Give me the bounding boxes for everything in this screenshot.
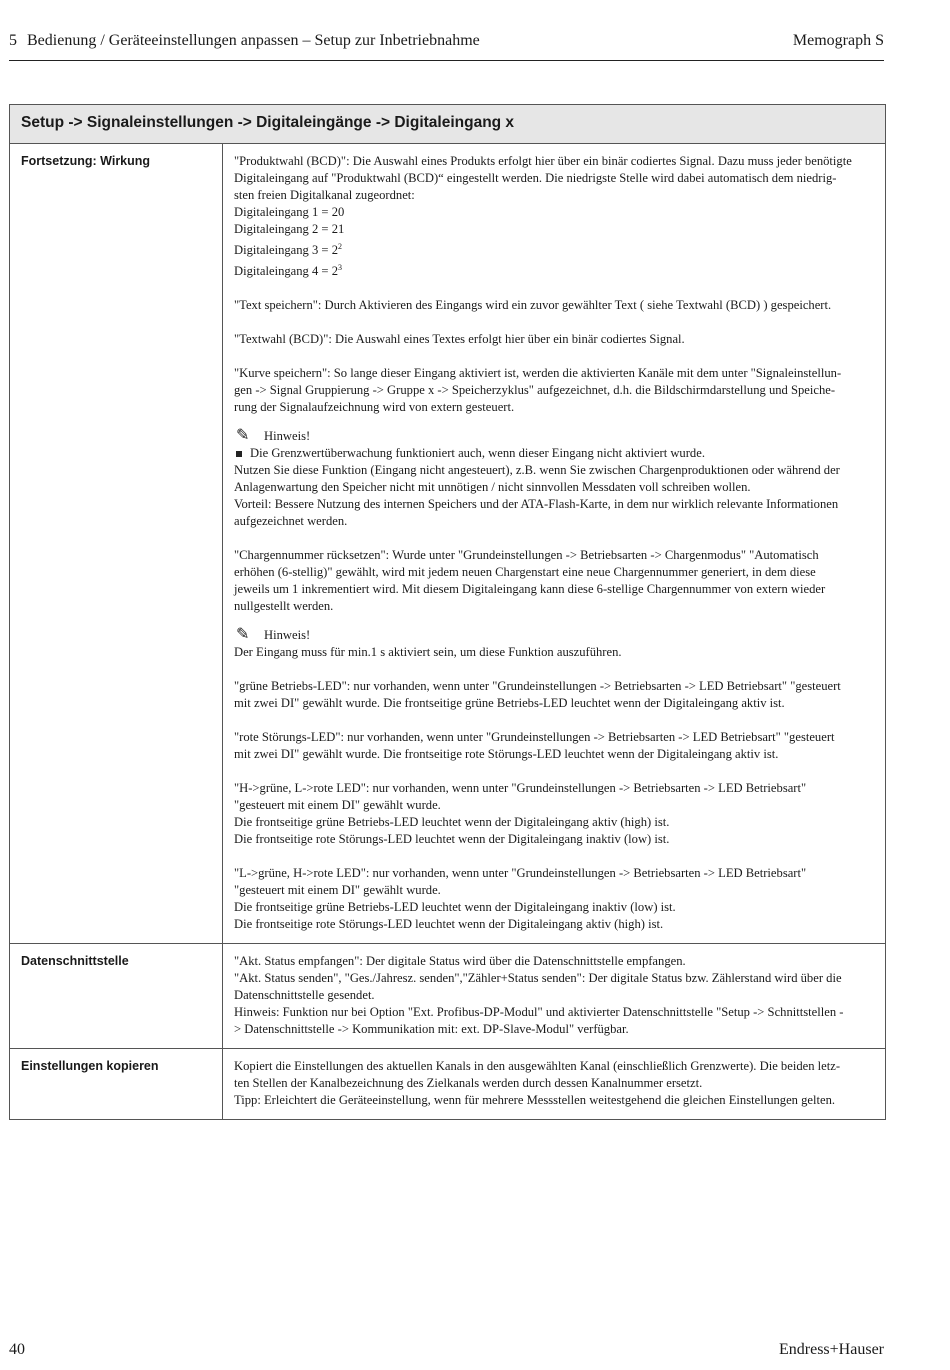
text-line: ten Stellen der Kanalbezeichnung des Zielkanals werden durch dessen Kanalnummer ersetzt. bbox=[234, 1076, 703, 1091]
paragraph-l-h bbox=[234, 865, 874, 933]
text-line: mit zwei DI" gewählt wurde. Die frontseitige rote Störungs-LED leuchtet wenn der Digitaleingang aktiv ist. bbox=[234, 747, 779, 762]
text-line: Anlagenwartung den Speicher nicht mit unnötigen / nicht sinnvollen Messdaten voll schreiben wollen. bbox=[234, 480, 751, 495]
bullet-icon bbox=[236, 451, 242, 457]
text-line: nullgestellt werden. bbox=[234, 599, 334, 614]
text-line: Tipp: Erleichtert die Geräteeinstellung, wenn für mehrere Messstellen weitestgehend die gleichen Einstellungen gelten. bbox=[234, 1093, 836, 1108]
text-line: "gesteuert mit einem DI" gewählt wurde. bbox=[234, 883, 441, 898]
paragraph-text-speichern bbox=[234, 297, 874, 314]
text-line: aufgezeichnet werden. bbox=[234, 514, 348, 529]
paragraph-produktwahl bbox=[234, 153, 874, 280]
row-value bbox=[223, 944, 886, 1049]
text-line: Die frontseitige rote Störungs-LED leuchtet wenn der Digitaleingang aktiv (high) ist. bbox=[234, 917, 664, 932]
text-line: Digitaleingang 2 = 21 bbox=[234, 222, 345, 236]
text-line: Digitaleingang auf "Produktwahl (BCD)“ eingestellt werden. Die niedrigste Stelle wird dabei automatisch dem niedrig- bbox=[234, 171, 837, 185]
text-line: sten freien Digitalkanal zugeordnet: bbox=[234, 188, 415, 202]
brand-name: Endress+Hauser bbox=[779, 1341, 884, 1358]
settings-table bbox=[9, 104, 886, 1120]
text-line: "Textwahl (BCD)": Die Auswahl eines Textes erfolgt hier über ein binär codiertes Signal. bbox=[234, 332, 685, 347]
paragraph-h-l bbox=[234, 780, 874, 848]
text-line: Die frontseitige rote Störungs-LED leuchtet wenn der Digitaleingang inaktiv (low) ist. bbox=[234, 832, 670, 847]
table-title: Setup -> Signaleinstellungen -> Digitaleingänge -> Digitaleingang x bbox=[10, 105, 886, 144]
text-line: rung der Signalaufzeichnung wird von extern gesteuert. bbox=[234, 400, 515, 415]
text-line: "H->grüne, L->rote LED": nur vorhanden, wenn unter "Grundeinstellungen -> Betriebsarten -> LED Betriebsart" bbox=[234, 781, 807, 796]
row-label: Einstellungen kopieren bbox=[10, 1049, 223, 1120]
text-line bbox=[234, 259, 874, 280]
text-line: mit zwei DI" gewählt wurde. Die frontseitige grüne Betriebs-LED leuchtet wenn der Digitaleingang aktiv ist. bbox=[234, 696, 785, 711]
hint-heading bbox=[234, 626, 874, 644]
text-line: "Chargennummer rücksetzen": Wurde unter "Grundeinstellungen -> Betriebsarten -> Chargenmodus" "Automatisch bbox=[234, 548, 819, 563]
paragraph-kurve bbox=[234, 365, 874, 416]
text-line: Die frontseitige grüne Betriebs-LED leuchtet wenn der Digitaleingang aktiv (high) ist. bbox=[234, 815, 670, 830]
hint-box bbox=[234, 427, 874, 530]
paragraph-gruen bbox=[234, 678, 874, 712]
text-line: jeweils um 1 inkrementiert wird. Mit diesem Digitaleingang kann diese 6-stellige Chargennummer von extern wieder bbox=[234, 582, 826, 597]
text-line: "Produktwahl (BCD)": Die Auswahl eines Produkts erfolgt hier über ein binär codiertes Signal. Dazu muss jeder benötigte bbox=[234, 154, 852, 168]
page-header bbox=[9, 32, 884, 61]
table-row bbox=[10, 144, 886, 944]
text-line: Datenschnittstelle gesendet. bbox=[234, 988, 375, 1003]
section-title: Bedienung / Geräteeinstellungen anpassen – Setup zur Inbetriebnahme bbox=[27, 32, 480, 49]
hint-bullet-text: Die Grenzwertüberwachung funktioniert auch, wenn dieser Eingang nicht aktiviert wurde. bbox=[250, 446, 705, 461]
text-line: Kopiert die Einstellungen des aktuellen Kanals in den ausgewählten Kanal (einschließlich Grenzwerte). Die beiden letz- bbox=[234, 1059, 841, 1074]
text-line: "Kurve speichern": So lange dieser Eingang aktiviert ist, werden die aktivierten Kanäle mit dem unter "Signaleinstellun- bbox=[234, 366, 842, 381]
pencil-icon: ✎ bbox=[236, 427, 250, 445]
paragraph-charge bbox=[234, 547, 874, 615]
table-title-row bbox=[10, 105, 886, 144]
hint-label: Hinweis! bbox=[264, 429, 311, 444]
hint-label: Hinweis! bbox=[264, 628, 311, 643]
section-number: 5 bbox=[9, 32, 17, 49]
text-line: "L->grüne, H->rote LED": nur vorhanden, wenn unter "Grundeinstellungen -> Betriebsarten -> LED Betriebsart" bbox=[234, 866, 807, 881]
text-line: Digitaleingang 1 = 20 bbox=[234, 205, 345, 219]
text-line: Nutzen Sie diese Funktion (Eingang nicht angesteuert), z.B. wenn Sie zwischen Chargenproduktionen oder während der bbox=[234, 463, 840, 478]
text-line: Die frontseitige grüne Betriebs-LED leuchtet wenn der Digitaleingang inaktiv (low) ist. bbox=[234, 900, 676, 915]
text-line: "gesteuert mit einem DI" gewählt wurde. bbox=[234, 798, 441, 813]
text-line bbox=[234, 238, 874, 259]
product-name: Memograph S bbox=[792, 32, 884, 49]
page-number: 40 bbox=[9, 1341, 25, 1358]
text-line: Vorteil: Bessere Nutzung des internen Speichers und der ATA-Flash-Karte, in dem nur wirklich relevante Informationen bbox=[234, 497, 839, 512]
di3-base: Digitaleingang 3 = 2 bbox=[234, 243, 338, 258]
paragraph-textwahl bbox=[234, 331, 874, 348]
text-line: "Akt. Status senden", "Ges./Jahresz. senden","Zähler+Status senden": Der digitale Status bzw. Zählerstand wird über die bbox=[234, 971, 842, 986]
text-line: "rote Störungs-LED": nur vorhanden, wenn unter "Grundeinstellungen -> Betriebsarten -> LED Betriebsart" "gesteuert bbox=[234, 730, 835, 745]
di4-base: Digitaleingang 4 = 2 bbox=[234, 264, 338, 279]
text-line: gen -> Signal Gruppierung -> Gruppe x -> Speicherzyklus" aufgezeichnet, d.h. die Bildschirmdarstellung und Speiche- bbox=[234, 383, 836, 398]
row-label: Fortsetzung: Wirkung bbox=[10, 144, 223, 944]
pencil-icon: ✎ bbox=[236, 626, 250, 644]
text-line: Hinweis: Funktion nur bei Option "Ext. Profibus-DP-Modul" und aktivierter Datenschnittstelle "Setup -> Schnittstellen - bbox=[234, 1005, 844, 1020]
table-row bbox=[10, 1049, 886, 1120]
text-line: "Text speichern": Durch Aktivieren des Eingangs wird ein zuvor gewählter Text ( siehe Textwahl (BCD) ) gespeichert. bbox=[234, 298, 832, 313]
paragraph-rot bbox=[234, 729, 874, 763]
text-line: erhöhen (6-stellig)" gewählt, wird mit jedem neuen Chargenstart eine neue Chargennummer generiert, in dem diese bbox=[234, 565, 816, 580]
text-line: "grüne Betriebs-LED": nur vorhanden, wenn unter "Grundeinstellungen -> Betriebsarten -> LED Betriebsart" "gesteuert bbox=[234, 679, 841, 694]
text-line: > Datenschnittstelle -> Kommunikation mit: ext. DP-Slave-Modul" verfügbar. bbox=[234, 1022, 629, 1037]
text-line: Der Eingang muss für min.1 s aktiviert sein, um diese Funktion auszuführen. bbox=[234, 645, 622, 660]
row-value bbox=[223, 144, 886, 944]
di4-exponent: 3 bbox=[338, 263, 342, 273]
text-line: "Akt. Status empfangen": Der digitale Status wird über die Datenschnittstelle empfangen. bbox=[234, 954, 686, 969]
row-label: Datenschnittstelle bbox=[10, 944, 223, 1049]
di3-exponent: 2 bbox=[338, 242, 342, 251]
row-value bbox=[223, 1049, 886, 1120]
hint-bullet bbox=[234, 445, 874, 462]
hint-heading bbox=[234, 427, 874, 445]
header-section bbox=[9, 32, 480, 50]
hint-box bbox=[234, 626, 874, 661]
table-row bbox=[10, 944, 886, 1049]
